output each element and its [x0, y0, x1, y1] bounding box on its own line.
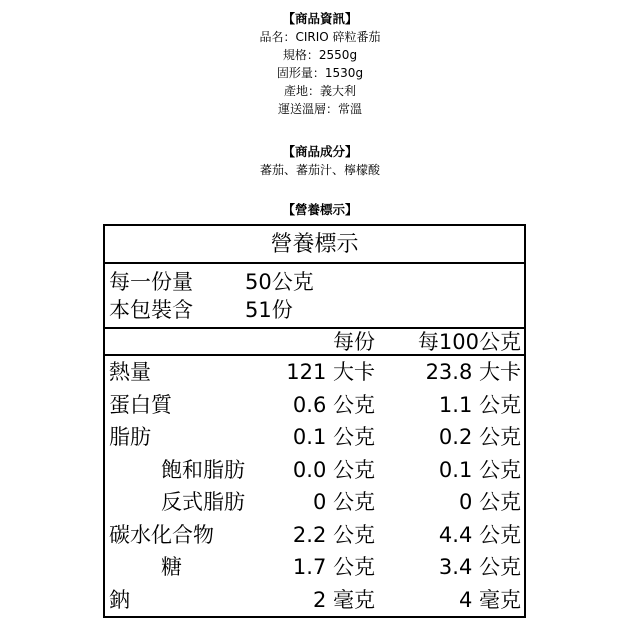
ingredients-section	[0, 143, 640, 179]
nutrient-row	[105, 421, 524, 453]
product-info-header: 【商品資訊】	[282, 11, 358, 26]
servings-per-package-label: 本包裝含	[109, 298, 193, 322]
nutrient-per-serving: 0 公克	[312, 490, 375, 514]
nutrient-per-100g: 23.8 大卡	[425, 360, 521, 384]
nutrient-row	[105, 584, 524, 616]
nutrient-row	[105, 356, 524, 388]
nutrient-name: 熱量	[109, 360, 151, 384]
nutrition-table	[103, 224, 526, 618]
nutrient-name: 蛋白質	[109, 392, 172, 417]
product-shipping: 運送溫層：常溫	[277, 102, 362, 116]
nutrient-per-100g: 3.4 公克	[438, 555, 521, 579]
ingredients-header: 【商品成分】	[282, 144, 358, 159]
nutrient-per-serving: 0.0 公克	[292, 457, 375, 482]
nutrient-per-100g: 0.2 公克	[438, 425, 521, 449]
divider	[105, 262, 524, 264]
ingredients-text: 蕃茄、蕃茄汁、檸檬酸	[259, 163, 380, 177]
nutrient-per-100g: 0 公克	[458, 490, 521, 514]
product-name: 品名：CIRIO 碎粒番茄	[259, 30, 381, 44]
nutrient-per-serving: 1.7 公克	[292, 555, 375, 579]
nutrient-row	[105, 551, 524, 583]
nutrient-per-100g: 4 毫克	[458, 587, 521, 612]
nutrient-name: 反式脂肪	[161, 490, 245, 514]
nutrition-section-header: 【營養標示】	[282, 202, 358, 217]
nutrient-per-serving: 121 大卡	[286, 360, 375, 384]
nutrient-name: 糖	[161, 555, 182, 579]
nutrient-row	[105, 454, 524, 486]
nutrient-per-serving: 0.6 公克	[292, 392, 375, 417]
nutrition-title: 營養標示	[270, 232, 359, 257]
product-origin: 產地：義大利	[283, 84, 356, 98]
nutrition-header-section	[0, 201, 640, 219]
nutrient-per-100g: 1.1 公克	[438, 392, 521, 417]
product-info-section	[0, 10, 640, 118]
column-header-per-100g: 每100公克	[417, 330, 521, 354]
nutrient-name: 飽和脂肪	[161, 457, 245, 482]
serving-size-label: 每一份量	[109, 270, 193, 294]
nutrient-per-100g: 4.4 公克	[438, 522, 521, 547]
nutrient-row	[105, 389, 524, 421]
servings-per-package-value: 51份	[245, 298, 293, 322]
nutrient-per-serving: 0.1 公克	[292, 425, 375, 449]
nutrient-per-serving: 2 毫克	[312, 587, 375, 612]
product-spec: 規格：2550g	[282, 48, 358, 62]
product-solid-weight: 固形量：1530g	[276, 66, 364, 80]
serving-size-value: 50公克	[245, 270, 314, 294]
nutrient-row	[105, 519, 524, 551]
nutrient-per-serving: 2.2 公克	[292, 522, 375, 547]
column-header-per-serving: 每份	[333, 330, 375, 354]
nutrient-per-100g: 0.1 公克	[438, 457, 521, 482]
nutrient-name: 鈉	[109, 587, 130, 612]
nutrient-name: 碳水化合物	[109, 522, 214, 547]
nutrient-name: 脂肪	[109, 425, 151, 449]
nutrient-row	[105, 486, 524, 518]
